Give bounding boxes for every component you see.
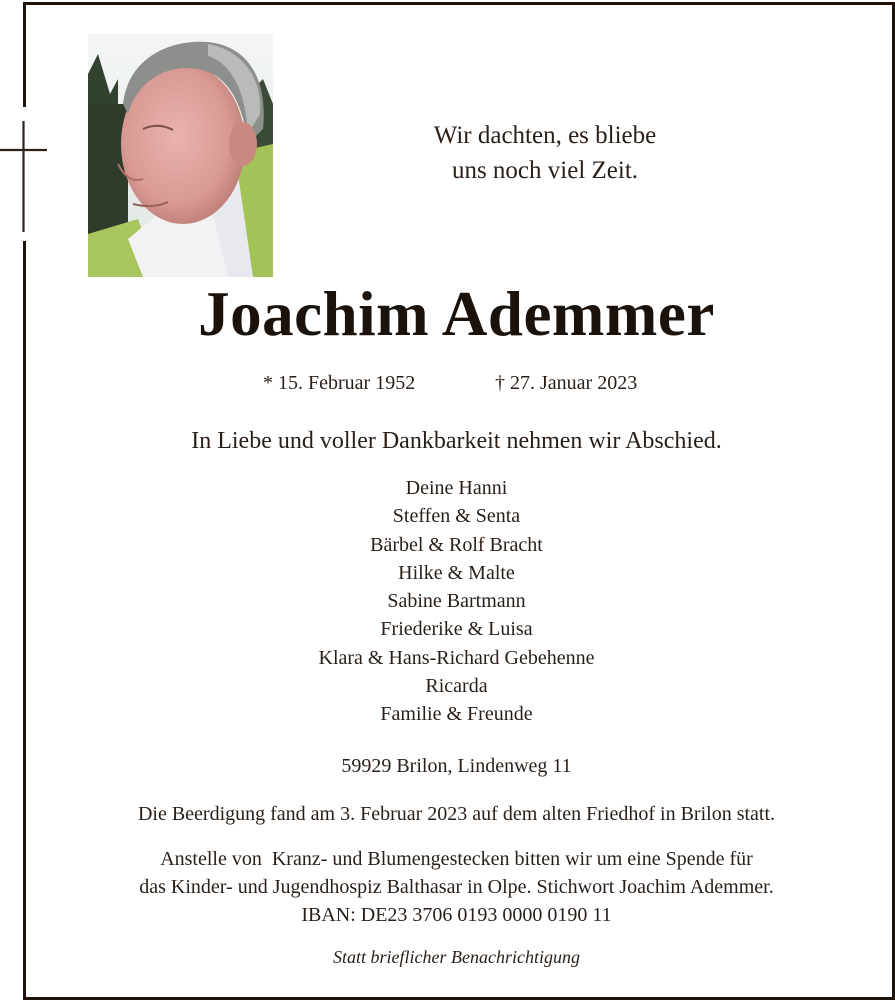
mourner: Klara & Hans-Richard Gebehenne [318,646,595,669]
donation-info [0,845,895,929]
quote-line-1: Wir dachten, es bliebe [433,122,657,149]
mourner: Ricarda [425,675,488,698]
mourner: Deine Hanni [405,477,508,499]
death-date: † 27. Januar 2023 [495,372,638,394]
notification-note: Statt brieflicher Benachrichtigung [333,947,580,967]
funeral-info: Die Beerdigung fand am 3. Februar 2023 auf dem alten Friedhof in Brilon statt. [137,803,776,825]
mourners-list [0,474,895,729]
birth-date: * 15. Februar 1952 [263,372,416,394]
portrait-photo [88,34,273,277]
quote-text [380,118,710,188]
mourner: Hilke & Malte [398,561,515,584]
mourner: Sabine Bartmann [387,590,526,613]
family-address: 59929 Brilon, Lindenweg 11 [341,755,572,777]
mourner: Steffen & Senta [392,505,521,528]
farewell-text: In Liebe und voller Dankbarkeit nehmen wir Abschied. [191,428,722,454]
mourner: Familie & Freunde [380,703,533,726]
cross-icon [0,107,52,241]
donation-line-2: das Kinder- und Jugendhospiz Balthasar in Olpe. Stichwort Joachim Ademmer. [139,876,774,898]
deceased-name: Joachim Ademmer [198,279,715,349]
iban: IBAN: DE23 3706 0193 0000 0190 11 [301,904,612,926]
mourner: Bärbel & Rolf Bracht [370,533,543,556]
quote-line-2: uns noch viel Zeit. [451,157,639,184]
donation-line-1: Anstelle von Kranz- und Blumengestecken bitten wir um eine Spende für [160,848,753,870]
mourner: Friederike & Luisa [380,618,533,641]
